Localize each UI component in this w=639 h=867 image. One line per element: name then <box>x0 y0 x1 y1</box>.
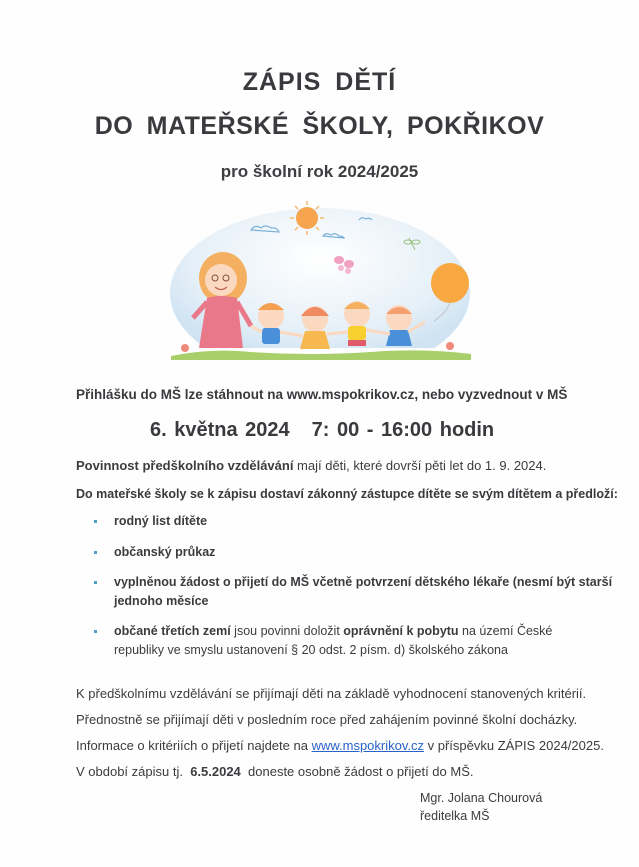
requirements-list <box>94 510 624 660</box>
bullet-icon <box>94 520 97 523</box>
bullet-icon <box>94 581 97 584</box>
enrollment-period-paragraph: V období zápisu tj. 6.5.2024 doneste osobně žádost o přijetí do MŠ. <box>76 764 474 779</box>
children-illustration <box>163 198 477 368</box>
child-figure-4 <box>386 305 412 346</box>
obligation-paragraph: Povinnost předškolního vzdělávání mají děti, které dovrší pěti let do 1. 9. 2024. <box>76 458 547 473</box>
school-year-subtitle: pro školní rok 2024/2025 <box>220 162 419 181</box>
enrollment-time: 7: 00 - 16:00 hodin <box>311 419 495 441</box>
enrollment-date: 6. května 2024 <box>150 419 290 441</box>
bullet-icon <box>94 630 97 633</box>
flower-icon <box>446 342 454 350</box>
application-url: www.mspokrikov.cz <box>286 387 415 402</box>
list-item: vyplněnou žádost o přijetí do MŠ včetně potvrzení dětského lékaře (nesmí být starší jednoho měsíce <box>94 573 634 611</box>
list-item: rodný list dítěte <box>94 512 624 531</box>
list-item: občané třetích zemí jsou povinni doložit oprávnění k pobytu na území České republiky ve smyslu ustanovení § 20 odst. 2 písm. d) školského zákona <box>94 622 594 660</box>
application-download-info: Přihlášku do MŠ lze stáhnout na www.mspokrikov.cz, nebo vyzvednout v MŠ <box>76 387 568 402</box>
priority-paragraph: Přednostně se přijímají děti v posledním roce před zahájením povinné školní docházky. <box>76 712 578 727</box>
criteria-info-paragraph: Informace o kritériích o přijetí najdete na www.mspokrikov.cz v příspěvku ZÁPIS 2024/2025. <box>76 738 604 753</box>
criteria-paragraph: K předškolnímu vzdělávání se přijímají děti na základě vyhodnocení stanovených kritérií. <box>76 686 587 701</box>
page-title-line2: DO MATEŘSKÉ ŠKOLY, POKŘIKOV <box>94 112 545 140</box>
signature-role: ředitelka MŠ <box>420 809 490 823</box>
page-title-line1: ZÁPIS DĚTÍ <box>242 68 397 96</box>
enrollment-date-time <box>150 419 494 442</box>
bullet-icon <box>94 551 97 554</box>
list-item: občanský průkaz <box>94 543 624 562</box>
flower-icon <box>181 344 189 352</box>
school-website-link[interactable]: www.mspokrikov.cz <box>311 738 425 753</box>
signature-name: Mgr. Jolana Chourová <box>420 791 543 805</box>
requirements-intro: Do mateřské školy se k zápisu dostaví zákonný zástupce dítěte se svým dítětem a předloží: <box>76 487 618 501</box>
